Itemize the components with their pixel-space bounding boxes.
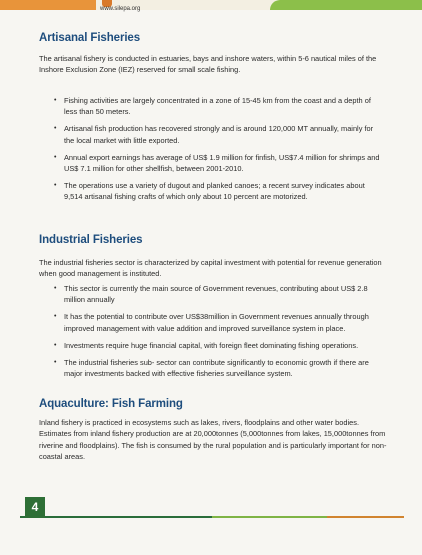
list-item: • The industrial fisheries sub- sector can contribute significantly to economic growth if there are major investments backed with effective fisheries surveillance system.: [54, 357, 369, 378]
bullet-icon: •: [54, 125, 57, 133]
bullet-icon: •: [54, 358, 57, 366]
list-item: • This sector is currently the main source of Government revenues, contributing about US$ 2.8 million annually: [54, 284, 368, 305]
industrial-bullet-list: [54, 283, 384, 385]
section-title-aquaculture: Aquaculture: Fish Farming: [39, 398, 183, 410]
list-item: • Artisanal fish production has recovered strongly and is around 120,000 MT annually, mainly for the local market with little exported.: [54, 124, 374, 145]
header-green-segment: [270, 0, 422, 10]
section-title-artisanal: Artisanal Fisheries: [39, 32, 141, 44]
section-title-industrial: Industrial Fisheries: [39, 234, 143, 246]
bullet-icon: •: [54, 285, 57, 292]
artisanal-intro: The artisanal fishery is conducted in estuaries, bays and inshore waters, within 5-6 nautical miles of the Inshore Exclusion Zone (IEZ) reserved for small scale fishing.: [39, 54, 377, 75]
page-number: 4: [25, 497, 45, 518]
bullet-icon: •: [54, 341, 57, 349]
header-band: [0, 0, 422, 10]
list-item: • Fishing activities are largely concentrated in a zone of 15-45 km from the coast and a depth of less than 50 meters.: [54, 96, 371, 117]
industrial-intro: The industrial fisheries sector is characterized by capital investment with potential for revenue generation when good management is instituted.: [39, 258, 382, 279]
header-url: www.silepa.org: [100, 6, 141, 12]
header-orange-segment: [0, 0, 96, 10]
bullet-icon: •: [54, 313, 57, 321]
aquaculture-text: Inland fishery is practiced in ecosystems such as lakes, rivers, floodplains and other water bodies. Estimates from inland fishery production are at 20,000tonnes (5,000tonnes from lakes, 15,000tonnes from riverine and floodplains). The fish is consumed by the rural population and is particularly important for non-coastal areas.: [39, 418, 387, 462]
list-item: • The operations use a variety of dugout and planked canoes; a recent survey indicates about 9,514 artisanal fishing crafts of which only about 10 percent are motorized.: [54, 180, 365, 202]
list-item: • It has the potential to contribute over US$38million in Government revenues annually through improved management with value addition and improved surveillance system in place.: [54, 312, 369, 333]
list-item: • Investments require huge financial capital, with foreign fleet dominating fishing operations.: [54, 340, 359, 350]
bullet-icon: •: [54, 97, 57, 104]
artisanal-bullet-list: [54, 95, 384, 208]
footer-rule: [20, 516, 404, 518]
bullet-icon: •: [54, 153, 57, 161]
list-item: • Annual export earnings has average of US$ 1.9 million for finfish, US$7.4 million for shrimps and US$ 7.1 million for other shellfish, between 2001-2010.: [54, 152, 380, 174]
bullet-icon: •: [54, 181, 57, 189]
